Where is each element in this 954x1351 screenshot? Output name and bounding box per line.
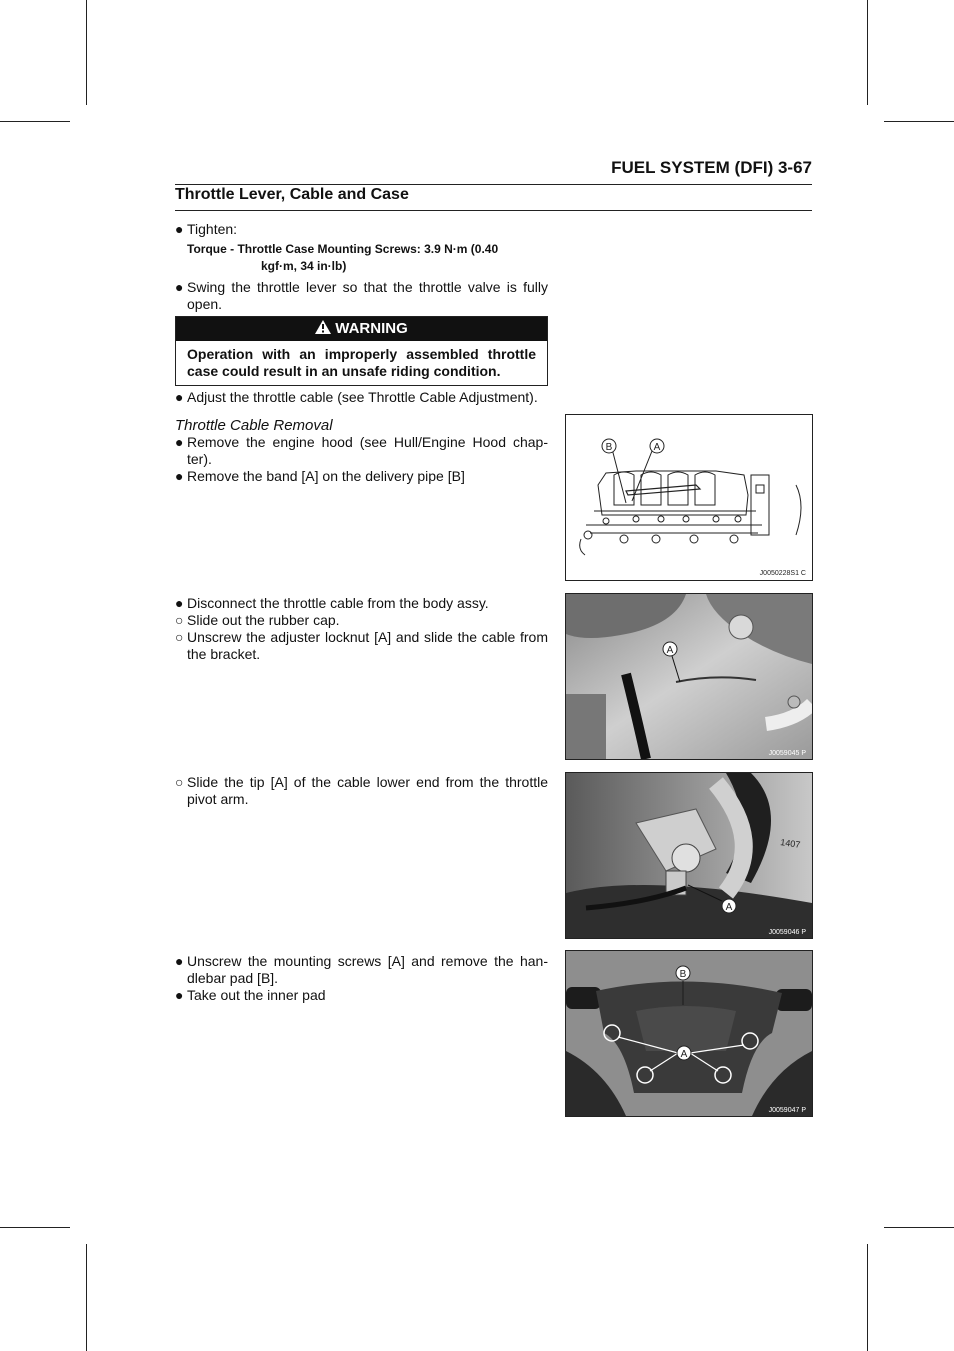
list-item: ○ Slide the tip [A] of the cable lower end from the throttle pivot arm.: [175, 774, 548, 807]
crop-mark: [884, 121, 954, 122]
list-item: ● Remove the band [A] on the delivery pipe [B]: [175, 468, 465, 484]
figure-cable-tip: [565, 772, 813, 939]
subheading: Throttle Cable Removal: [175, 417, 333, 434]
instruction-block-1: [175, 221, 548, 313]
list-item: ○ Slide out the rubber cap.: [175, 612, 340, 628]
instruction-block-5: [175, 953, 548, 1004]
callout-label: A: [666, 645, 674, 656]
callout-label: B: [605, 442, 613, 453]
callout-label: A: [653, 442, 661, 453]
crop-mark: [86, 1244, 87, 1351]
figure-code: J0059045 P: [768, 750, 806, 757]
callout-label: B: [679, 969, 687, 980]
figure-delivery-pipe: [565, 414, 813, 581]
list-item: ● Unscrew the mounting screws [A] and remove the han-dlebar pad [B].: [175, 953, 548, 986]
crop-mark: [867, 0, 868, 105]
instruction-block-2: [175, 389, 548, 485]
warning-box: [175, 316, 548, 386]
crop-mark: [884, 1227, 954, 1228]
instruction-block-4: [175, 774, 548, 808]
callout-label: A: [725, 902, 733, 913]
crop-mark: [867, 1244, 868, 1351]
crop-mark: [0, 121, 70, 122]
section-title: Throttle Lever, Cable and Case: [175, 186, 812, 211]
figure-code: J0059047 P: [768, 1107, 806, 1114]
figure-adjuster-locknut: [565, 593, 813, 760]
part-marking: 1407: [779, 837, 801, 850]
list-item: ● Take out the inner pad: [175, 987, 326, 1003]
figure-handlebar-pad: [565, 950, 813, 1117]
crop-mark: [0, 1227, 70, 1228]
warning-header: WARNING: [176, 317, 547, 341]
list-item: ● Disconnect the throttle cable from the body assy.: [175, 595, 489, 611]
figure-code: J0050228S1 C: [759, 570, 806, 577]
list-item: ● Tighten:: [175, 221, 238, 237]
page-header: [175, 158, 812, 185]
chapter-title: FUEL SYSTEM (DFI) 3-67: [611, 158, 812, 177]
crop-mark: [86, 0, 87, 105]
instruction-block-3: [175, 595, 548, 663]
warning-triangle-icon: [315, 320, 331, 334]
list-item: ● Swing the throttle lever so that the throttle valve is fully open.: [175, 279, 548, 312]
list-item: ○ Unscrew the adjuster locknut [A] and slide the cable from the bracket.: [175, 629, 548, 662]
torque-spec: Torque - Throttle Case Mounting Screws: 3.9 N·m (0.40 kgf·m, 34 in·lb): [187, 242, 499, 273]
warning-text: Operation with an improperly assembled throttle case could result in an unsafe riding condition.: [187, 346, 536, 379]
callout-label: A: [680, 1049, 688, 1060]
list-item: ● Adjust the throttle cable (see Throttle Cable Adjustment).: [175, 389, 538, 405]
figure-code: J0059046 P: [768, 929, 806, 936]
list-item: ● Remove the engine hood (see Hull/Engine Hood chap-ter).: [175, 434, 548, 467]
